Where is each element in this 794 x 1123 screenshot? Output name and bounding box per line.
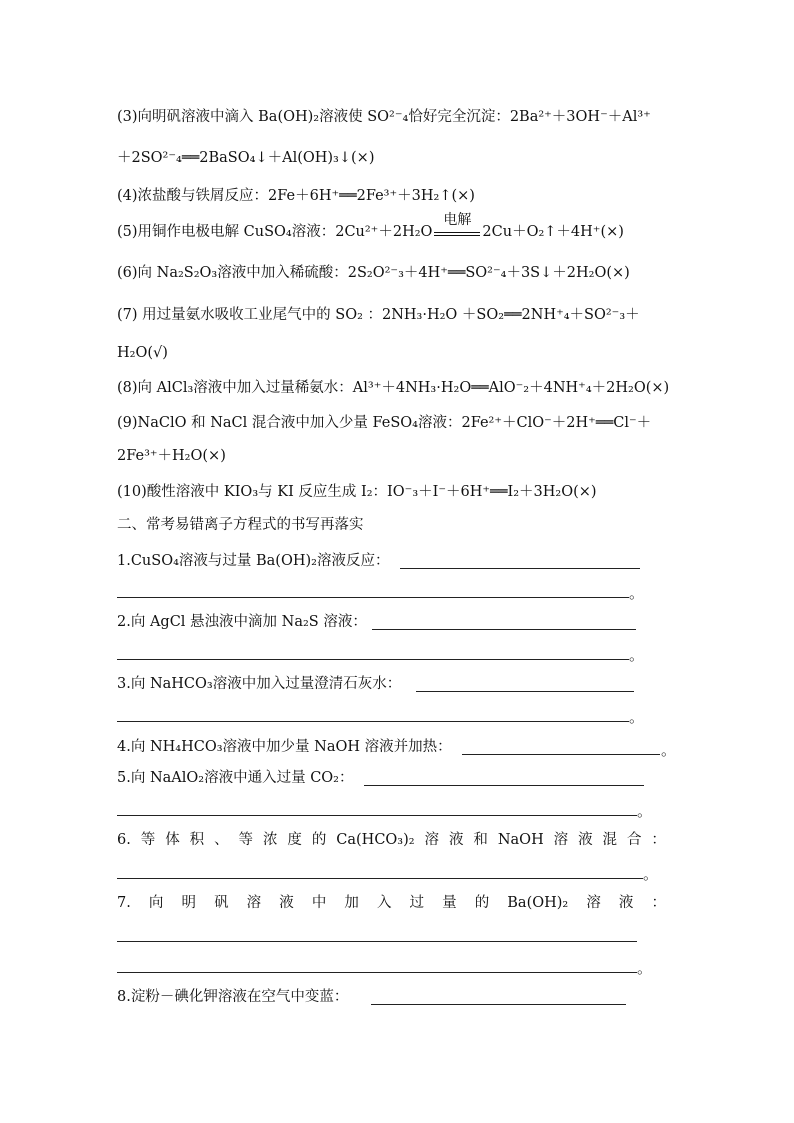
item-6: (6)向 Na₂S₂O₃溶液中加入稀硫酸：2S₂O²⁻₃＋4H⁺══SO²⁻₄＋3S↓＋2H₂O(×) — [117, 265, 630, 281]
answer-blank-2b[interactable] — [117, 659, 629, 660]
answer-blank-7b[interactable] — [117, 972, 637, 973]
item-7-char: 中 — [311, 895, 327, 911]
answer-blank-5b[interactable] — [117, 815, 637, 816]
item-7-number: 7. — [117, 895, 131, 911]
item-7-colon: ： — [651, 895, 666, 911]
period-6: 。 — [643, 865, 659, 883]
answer-blank-7a[interactable] — [117, 941, 637, 942]
item-7-char: 溶 — [246, 895, 262, 911]
item-9-line-2: 2Fe³⁺＋H₂O(×) — [117, 448, 226, 464]
answer-blank-3a[interactable] — [416, 691, 634, 692]
answer-blank-4[interactable] — [462, 754, 660, 755]
answer-blank-3b[interactable] — [117, 721, 629, 722]
answer-blank-2a[interactable] — [372, 629, 636, 630]
item-6-number: 6. — [117, 832, 131, 848]
period-7: 。 — [637, 959, 653, 977]
item-7-char: 入 — [376, 895, 392, 911]
answer-blank-6[interactable] — [117, 878, 643, 879]
write-item-5: 5.向 NaAlO₂溶液中通入过量 CO₂： — [117, 770, 354, 786]
item-10: (10)酸性溶液中 KIO₃与 KI 反应生成 I₂：IO⁻₃＋I⁻＋6H⁺══I₂＋3H₂O(×) — [117, 484, 597, 500]
item-8: (8)向 AlCl₃溶液中加入过量稀氨水：Al³⁺＋4NH₃·H₂O══AlO⁻₂＋4NH⁺₄＋2H₂O(×) — [117, 380, 670, 396]
item-6-char: 、 — [214, 832, 229, 848]
write-item-6 — [117, 830, 666, 850]
item-9-line-1: (9)NaClO 和 NaCl 混合液中加入少量 FeSO₄溶液：2Fe²⁺＋ClO⁻＋2H⁺══Cl⁻＋ — [117, 415, 652, 431]
period-5: 。 — [637, 802, 653, 820]
answer-blank-1b[interactable] — [117, 597, 629, 598]
answer-blank-5a[interactable] — [364, 785, 644, 786]
item-5-reactants: (5)用铜作电极电解 CuSO₄溶液：2Cu²⁺＋2H₂O — [117, 224, 433, 240]
item-7-char: 明 — [181, 895, 196, 911]
item-6-char: 溶 — [553, 832, 569, 848]
item-6-char: 混 — [602, 832, 618, 848]
item-7-char: 液 — [618, 895, 634, 911]
electrolysis-condition — [434, 212, 480, 242]
electrolysis-label: 电解 — [443, 212, 472, 228]
item-6-char: 的 — [311, 832, 327, 848]
item-6-char: 度 — [287, 832, 302, 848]
item-7-line-2: H₂O(√) — [117, 345, 168, 361]
section-2-heading: 二、常考易错离子方程式的书写再落实 — [117, 517, 364, 533]
write-item-1: 1.CuSO₄溶液与过量 Ba(OH)₂溶液反应： — [117, 553, 390, 569]
item-7-line-1: (7) 用过量氨水吸收工业尾气中的 SO₂ ：2NH₃·H₂O ＋SO₂══2NH⁺₄＋SO²⁻₃＋ — [117, 307, 640, 323]
item-6-char: 等 — [140, 832, 156, 848]
item-7-char: 过 — [409, 895, 425, 911]
item-6-char: 液 — [448, 832, 464, 848]
period-1: 。 — [629, 584, 645, 602]
answer-blank-1a[interactable] — [400, 568, 640, 569]
item-6-char: 液 — [578, 832, 593, 848]
answer-blank-8[interactable] — [371, 1004, 626, 1005]
item-7-formula: Ba(OH)₂ — [507, 895, 569, 911]
item-7-char: 矾 — [214, 895, 229, 911]
period-2: 。 — [629, 646, 645, 664]
double-arrow-line — [434, 232, 480, 236]
item-7-char: 液 — [279, 895, 294, 911]
write-item-2: 2.向 AgCl 悬浊液中滴加 Na₂S 溶液： — [117, 614, 367, 630]
item-6-char: 合 — [626, 832, 642, 848]
item-6-char: 和 — [473, 832, 488, 848]
item-5 — [117, 212, 682, 242]
item-7-char: 量 — [442, 895, 457, 911]
period-4: 。 — [661, 741, 677, 759]
item-3-line-1: (3)向明矾溶液中滴入 Ba(OH)₂溶液使 SO²⁻₄恰好完全沉淀：2Ba²⁺＋3OH⁻＋Al³⁺ — [117, 109, 651, 125]
write-item-4: 4.向 NH₄HCO₃溶液中加少量 NaOH 溶液并加热： — [117, 739, 452, 755]
write-item-7 — [117, 893, 666, 913]
item-6-char: 浓 — [262, 832, 278, 848]
write-item-3: 3.向 NaHCO₃溶液中加入过量澄清石灰水： — [117, 676, 402, 692]
item-6-char: 积 — [189, 832, 205, 848]
item-7-char: 向 — [148, 895, 164, 911]
period-3: 。 — [629, 708, 645, 726]
item-7-char: 溶 — [586, 895, 601, 911]
item-6-formula: Ca(HCO₃)₂ — [336, 832, 415, 848]
item-6-colon: ： — [651, 832, 666, 848]
item-6-char: 体 — [165, 832, 180, 848]
item-5-products: 2Cu＋O₂↑＋4H⁺(×) — [482, 224, 624, 240]
item-3-line-2: ＋2SO²⁻₄══2BaSO₄↓＋Al(OH)₃↓(×) — [117, 150, 375, 166]
item-6-char: 等 — [238, 832, 254, 848]
item-4: (4)浓盐酸与铁屑反应：2Fe＋6H⁺══2Fe³⁺＋3H₂↑(×) — [117, 188, 475, 204]
item-6-char: 溶 — [424, 832, 440, 848]
item-7-char: 加 — [344, 895, 359, 911]
item-6-formula: NaOH — [497, 832, 544, 848]
write-item-8: 8.淀粉－碘化钾溶液在空气中变蓝： — [117, 989, 349, 1005]
item-7-char: 的 — [474, 895, 490, 911]
